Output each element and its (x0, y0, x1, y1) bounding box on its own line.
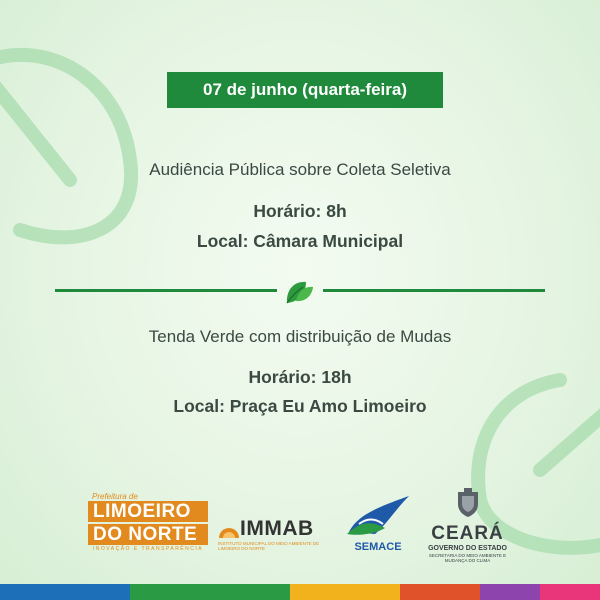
logo-immab (218, 517, 333, 551)
event-2-time: Horário: 18h (248, 367, 352, 387)
logo-immab-subtitle: INSTITUTO MUNICIPAL DO MEIO AMBIENTE DE LIMOEIRO DO NORTE (218, 541, 320, 551)
logo-limoeiro-do-norte (88, 492, 208, 552)
logo-semace-name: SEMACE (354, 541, 402, 553)
event-2-place: Local: Praça Eu Amo Limoeiro (173, 396, 427, 416)
logo-limoeiro-line1: LIMOEIRO (88, 501, 208, 522)
date-banner: 07 de junho (quarta-feira) (167, 72, 443, 108)
logo-limoeiro-line2: DO NORTE (88, 524, 208, 545)
color-bar-segment (540, 584, 600, 600)
event-1-time: Horário: 8h (253, 201, 347, 221)
color-bar-segment (290, 584, 400, 600)
divider-left (55, 289, 277, 292)
logo-limoeiro-prefix: Prefeitura de (92, 492, 138, 501)
logo-ceara (420, 488, 515, 563)
logo-limoeiro-tagline: INOVAÇÃO E TRANSPARÊNCIA (92, 546, 204, 552)
ceara-coat-of-arms-icon (453, 488, 483, 518)
logo-ceara-name: CEARÁ (431, 523, 504, 544)
color-bar-segment (130, 584, 290, 600)
divider-right (323, 289, 545, 292)
semace-emblem-icon (345, 494, 411, 536)
bottom-color-bar (0, 584, 600, 600)
event-1-title: Audiência Pública sobre Coleta Seletiva (149, 160, 451, 179)
color-bar-segment (480, 584, 540, 600)
color-bar-segment (0, 584, 130, 600)
leaf-icon (284, 276, 316, 306)
event-2-title: Tenda Verde com distribuição de Mudas (148, 327, 452, 346)
immab-sun-icon (218, 519, 240, 539)
event-1-place: Local: Câmara Municipal (196, 231, 404, 251)
color-bar-segment (400, 584, 480, 600)
logo-semace (343, 494, 413, 553)
logo-ceara-subtitle: GOVERNO DO ESTADO (428, 545, 507, 552)
logo-immab-name: IMMAB (240, 517, 314, 540)
logo-ceara-secretariat: SECRETARIA DO MEIO AMBIENTE E MUDANÇA DO CLIMA (428, 553, 507, 563)
